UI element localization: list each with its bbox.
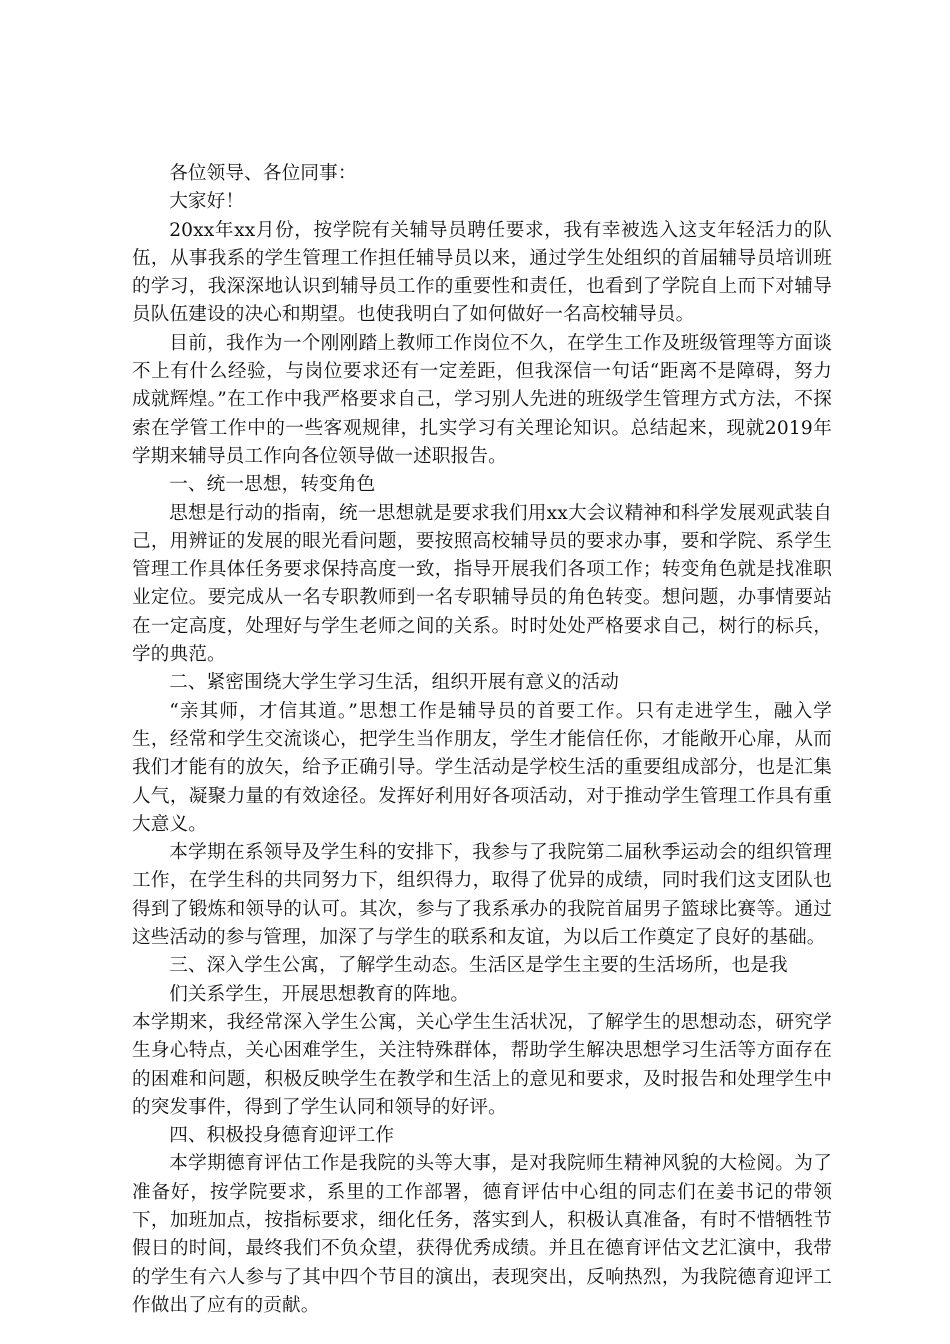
paragraph-current-status: 目前，我作为一个刚刚踏上教师工作岗位不久，在学生工作及班级管理等方面谈不上有什么经验，与岗位要求还有一定差距，但我深信一句话“距离不是障碍，努力成就辉煌。”在工作中我严格要求自己，学习别人先进的班级学生管理方式方法，不探索在学管工作中的一些客观规律，扎实学习有关理论知识。总结起来，现就2019年学期来辅导员工作向各位领导做一述职报告。 — [132, 332, 832, 467]
paragraph-activities-intro: “亲其师，才信其道。”思想工作是辅导员的首要工作。只有走进学生，融入学生，经常和学生交流谈心，把学生当作朋友，学生才能信任你，才能敞开心扉，从而我们才能有的放矢，给予正确引导。学生活动是学校生活的重要组成部分，也是汇集人气，凝聚力量的有效途径。发挥好利用好各项活动，对于推动学生管理工作具有重大意义。 — [132, 700, 832, 835]
greeting: 大家好！ — [169, 191, 245, 213]
section-heading-3-line1: 三、深入学生公寓，了解学生动态。生活区是学生主要的生活场所，也是我 — [169, 955, 788, 977]
section-heading-3-line2: 们关系学生，开展思想教育的阵地。 — [169, 983, 470, 1005]
section-heading-2: 二、紧密围绕大学生学习生活，组织开展有意义的活动 — [169, 672, 620, 694]
paragraph-intro: 20xx年xx月份，按学院有关辅导员聘任要求，我有幸被选入这支年轻活力的队伍，从事我系的学生管理工作担任辅导员以来，通过学生处组织的首届辅导员培训班的学习，我深深地认识到辅导员工作的重要性和责任，也看到了学院自上而下对辅导员队伍建设的决心和期望。也使我明白了如何做好一名高校辅导员。 — [132, 219, 832, 326]
section-heading-4: 四、积极投身德育迎评工作 — [169, 1125, 395, 1147]
paragraph-activities-detail: 本学期在系领导及学生科的安排下，我参与了我院第二届秋季运动会的组织管理工作，在学生科的共同努力下，组织得力，取得了优异的成绩，同时我们这支团队也得到了锻炼和领导的认可。其次，参与了我系承办的我院首届男子篮球比赛等。通过这些活动的参与管理，加深了与学生的联系和友谊，为以后工作奠定了良好的基础。 — [132, 842, 832, 949]
paragraph-dormitory: 本学期来，我经常深入学生公寓，关心学生生活状况，了解学生的思想动态，研究学生身心特点，关心困难学生，关注特殊群体，帮助学生解决思想学习生活等方面存在的困难和问题，积极反映学生在教学和生活上的意见和要求，及时报告和处理学生中的突发事件，得到了学生认同和领导的好评。 — [132, 1011, 832, 1118]
section-heading-3 — [132, 952, 832, 1009]
paragraph-unify-thinking: 思想是行动的指南，统一思想就是要求我们用xx大会议精神和科学发展观武装自己，用辨证的发展的眼光看问题，要按照高校辅导员的要求办事，要和学院、系学生管理工作具体任务要求保持高度一致，指导开展我们各项工作；转变角色就是找准职业定位。要完成从一名专职教师到一名专职辅导员的角色转变。想问题，办事情要站在一定高度，处理好与学生老师之间的关系。时时处处严格要求自己，树行的标兵，学的典范。 — [132, 502, 832, 666]
section-heading-1: 一、统一思想，转变角色 — [169, 474, 376, 496]
paragraph-moral-evaluation: 本学期德育评估工作是我院的头等大事，是对我院师生精神风貌的大检阅。为了准备好，按学院要求，系里的工作部署，德育评估中心组的同志们在姜书记的带领下，加班加点，按指标要求，细化任务，落实到人，积极认真准备，有时不惜牺牲节假日的时间，最终我们不负众望，获得优秀成绩。并且在德育评估文艺汇演中，我带的学生有六人参与了其中四个节目的演出，表现突出，反响热烈，为我院德育迎评工作做出了应有的贡献。 — [132, 1153, 832, 1316]
document-body — [132, 160, 832, 1320]
salutation: 各位领导、各位同事： — [169, 163, 357, 184]
